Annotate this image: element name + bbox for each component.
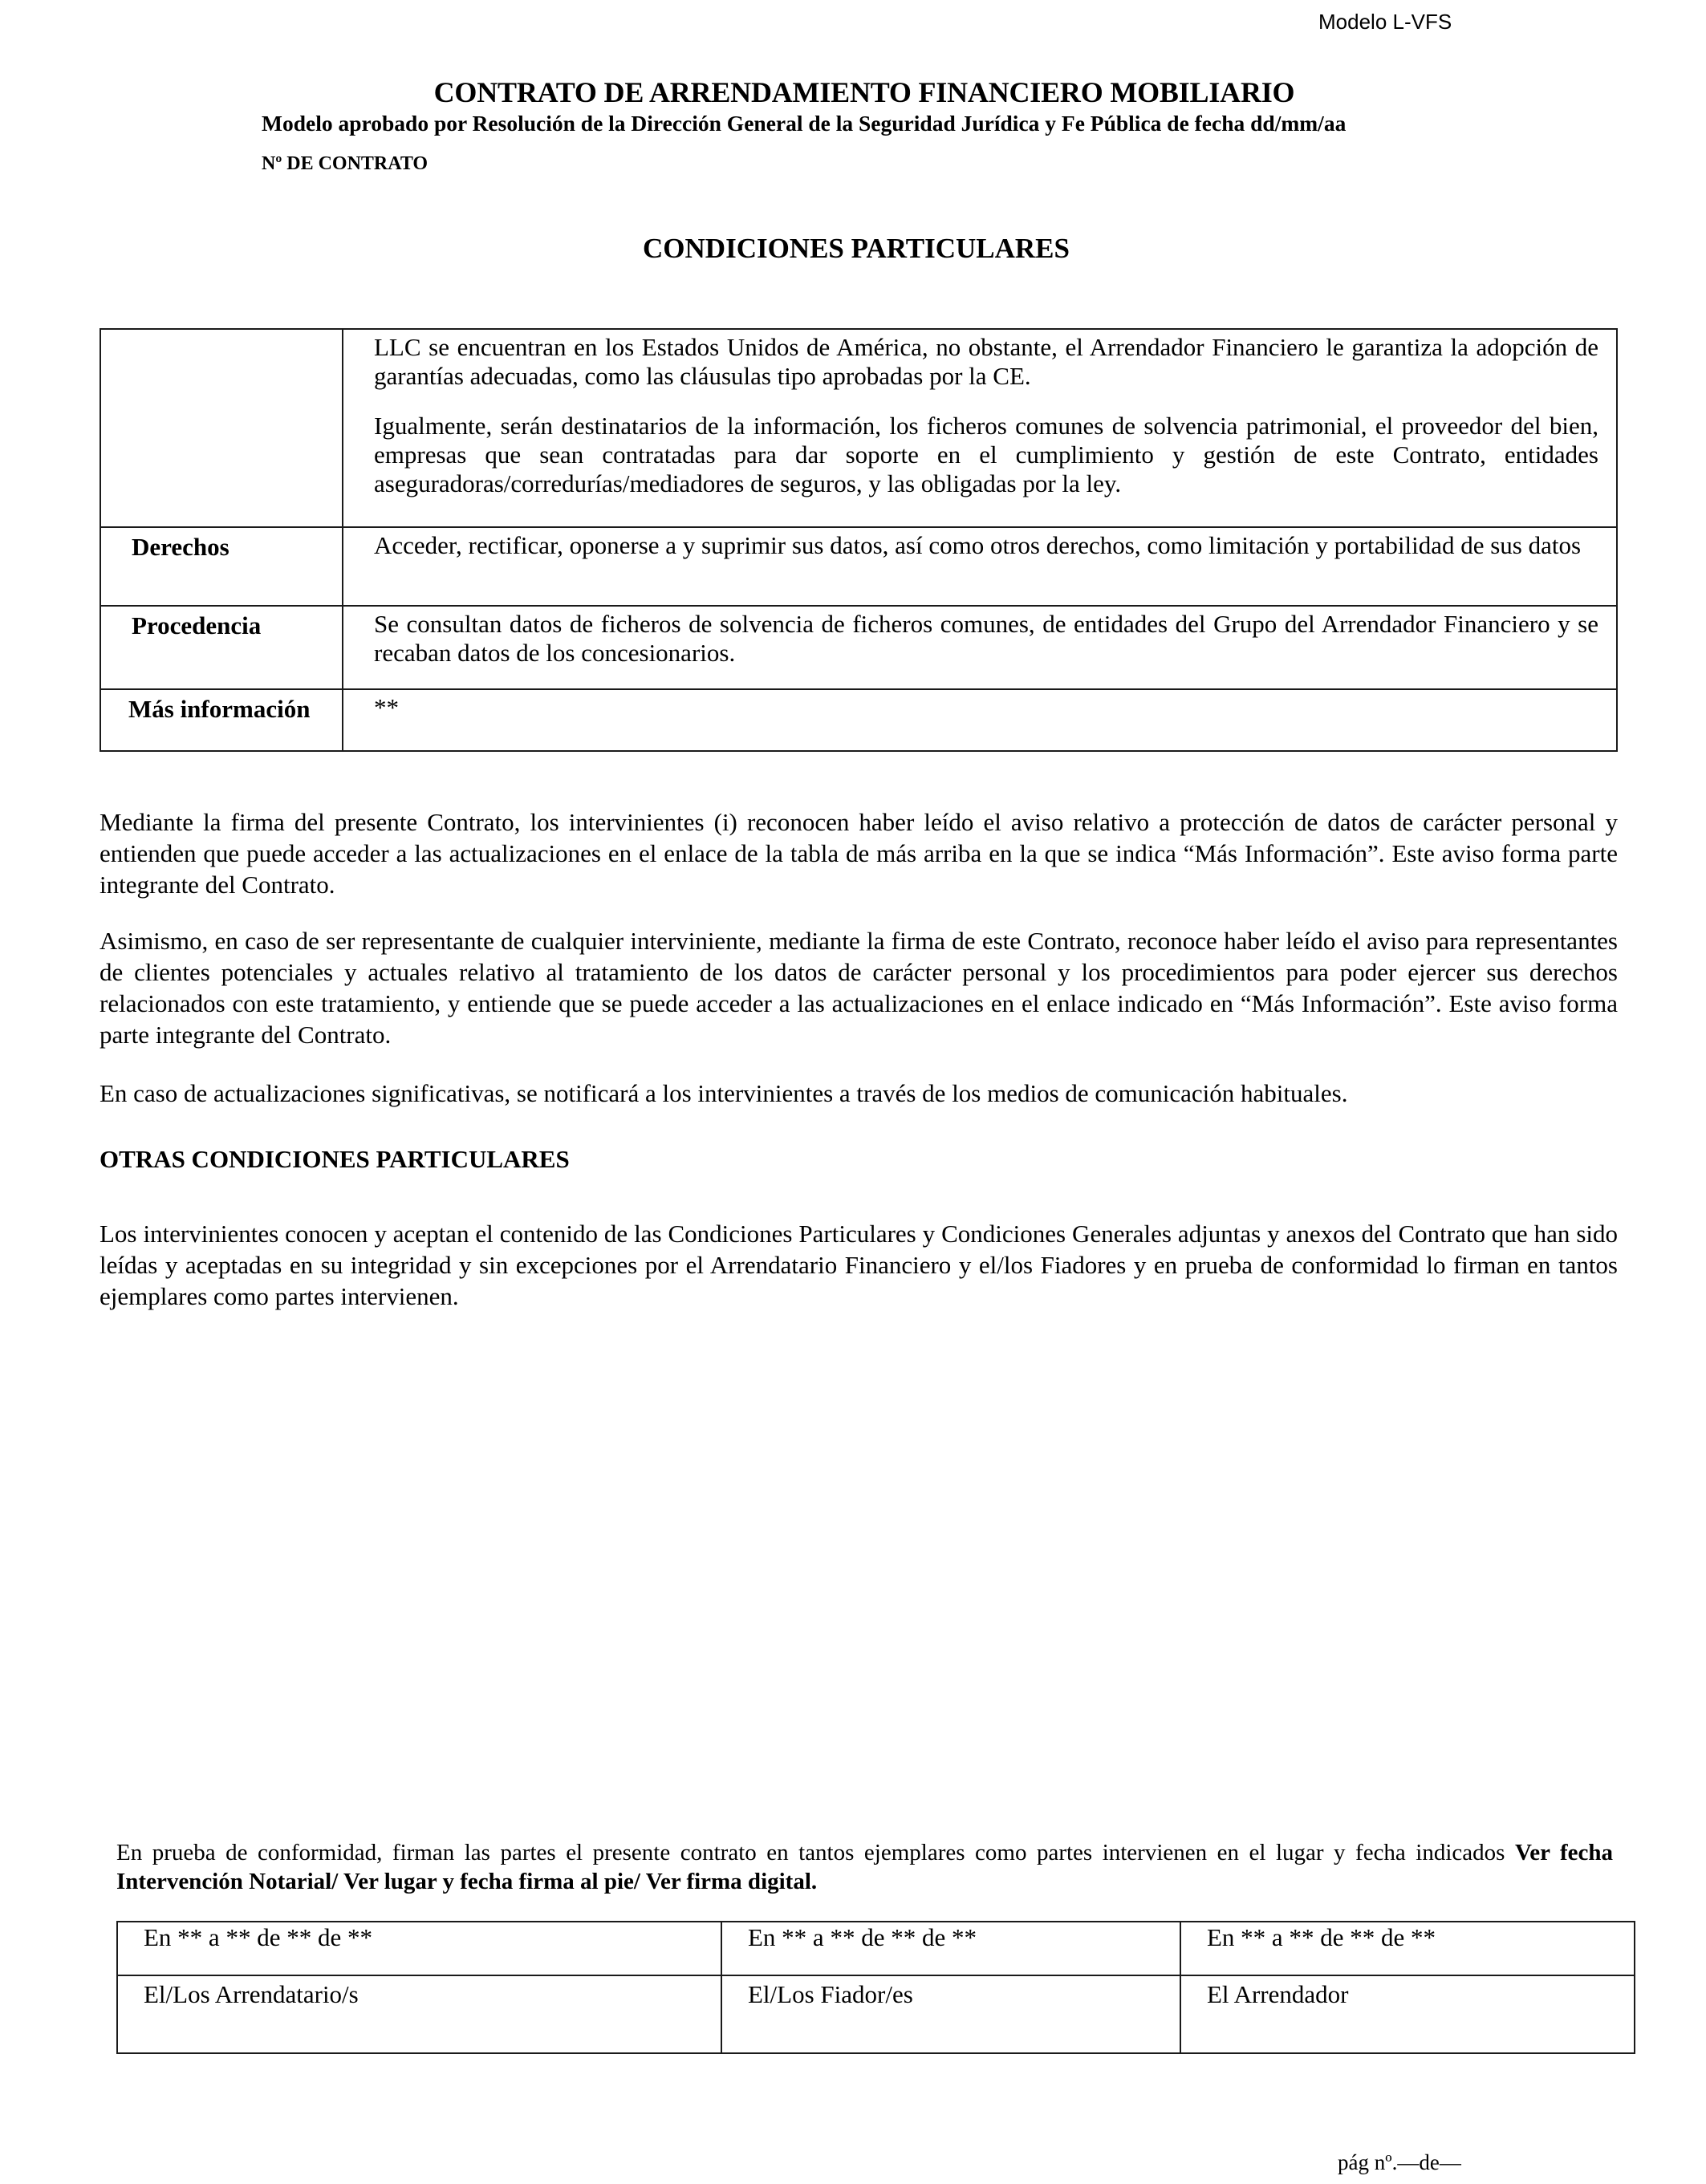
signature-party-cell-guarantor[interactable] [721,1975,1180,2053]
row-value [343,329,1617,527]
signature-date-cell[interactable] [117,1922,721,1975]
value-paragraph: LLC se encuentran en los Estados Unidos de América, no obstante, el Arrendador Financiero le garantiza la adopción de garantías adecuadas, como las cláusulas tipo aprobadas por la CE. [374,333,1598,390]
signature-date-row [117,1922,1635,1975]
section-title: CONDICIONES PARTICULARES [643,233,1070,264]
table-row [100,527,1617,606]
signature-table [116,1921,1635,2054]
model-code: Modelo L-VFS [1318,10,1452,34]
row-label-derechos: Derechos [100,527,343,606]
row-value [343,606,1617,689]
row-value [343,527,1617,606]
body-paragraph: Mediante la firma del presente Contrato, los intervinientes (i) reconocen haber leído el aviso relativo a protección de datos de carácter personal y entienden que puede acceder a las actualizaciones en el enlace de la tabla de más arriba en la que se indica “Más Información”. Este aviso forma parte integrante del Contrato. [100,808,1618,899]
data-protection-table [100,328,1618,752]
table-row [100,329,1617,527]
signature-intro [116,1838,1613,1896]
party-label: El Arrendador [1207,1980,1349,2008]
signature-date-cell[interactable] [1180,1922,1635,1975]
contract-number-label: Nº DE CONTRATO [262,153,429,174]
page-number: pág nº.—de— [1338,2150,1461,2174]
document-subtitle: Modelo aprobado por Resolución de la Dirección General de la Seguridad Jurídica y Fe Pública de fecha dd/mm/aa [262,111,1347,136]
party-label: El/Los Arrendatario/s [144,1980,359,2008]
other-conditions-heading: OTRAS CONDICIONES PARTICULARES [100,1145,570,1173]
signature-date-text: En ** a ** de ** de ** [748,1923,977,1951]
table-row [100,689,1617,751]
value-paragraph: Acceder, rectificar, oponerse a y suprimir sus datos, así como otros derechos, como limitación y portabilidad de sus datos [374,531,1582,559]
row-value [343,689,1617,751]
table-row [100,606,1617,689]
signature-date-text: En ** a ** de ** de ** [1207,1923,1436,1951]
body-paragraph: En caso de actualizaciones significativas, se notificará a los intervinientes a través de los medios de comunicación habituales. [100,1079,1348,1107]
row-label [100,329,343,527]
signature-party-row [117,1975,1635,2053]
other-conditions-text: Los intervinientes conocen y aceptan el contenido de las Condiciones Particulares y Condiciones Generales adjuntas y anexos del Contrato que han sido leídas y aceptadas en su integridad y sin excepciones por el Arrendatario Financiero y el/los Fiadores y en prueba de conformidad lo firman en tantos ejemplares como partes intervienen. [100,1220,1618,1310]
signature-intro-text: En prueba de conformidad, firman las partes el presente contrato en tantos ejemplares como partes intervienen en el lugar y fecha indicados [116,1840,1515,1865]
signature-date-text: En ** a ** de ** de ** [144,1923,372,1951]
value-paragraph: Se consultan datos de ficheros de solvencia de ficheros comunes, de entidades del Grupo del Arrendador Financiero y se recaban datos de los concesionarios. [374,610,1598,667]
document-title: CONTRATO DE ARRENDAMIENTO FINANCIERO MOBILIARIO [433,76,1295,108]
value-paragraph: Igualmente, serán destinatarios de la información, los ficheros comunes de solvencia patrimonial, el proveedor del bien, empresas que sean contratadas para dar soporte en el cumplimiento y gestión de este Contrato, entidades aseguradoras/corredurías/mediadores de seguros, y las obligadas por la ley. [374,412,1598,497]
more-info-link[interactable]: ** [374,693,399,721]
row-label-procedencia: Procedencia [100,606,343,689]
signature-party-cell-lessee[interactable] [117,1975,721,2053]
row-label-mas-informacion: Más información [100,689,343,751]
signature-party-cell-lessor[interactable] [1180,1975,1635,2053]
signature-date-cell[interactable] [721,1922,1180,1975]
party-label: El/Los Fiador/es [748,1980,913,2008]
signature-intro-bold: Ver fecha Intervención Notarial/ Ver lugar y fecha firma al pie/ Ver firma digital. [116,1840,1614,1894]
body-paragraph: Asimismo, en caso de ser representante de cualquier interviniente, mediante la firma de este Contrato, reconoce haber leído el aviso para representantes de clientes potenciales y actuales relativo al tratamiento de los datos de carácter personal y los procedimientos para poder ejercer sus derechos relacionados con este tratamiento, y entiende que se puede acceder a las actualizaciones en el enlace indicado en “Más Información”. Este aviso forma parte integrante del Contrato. [100,927,1618,1049]
